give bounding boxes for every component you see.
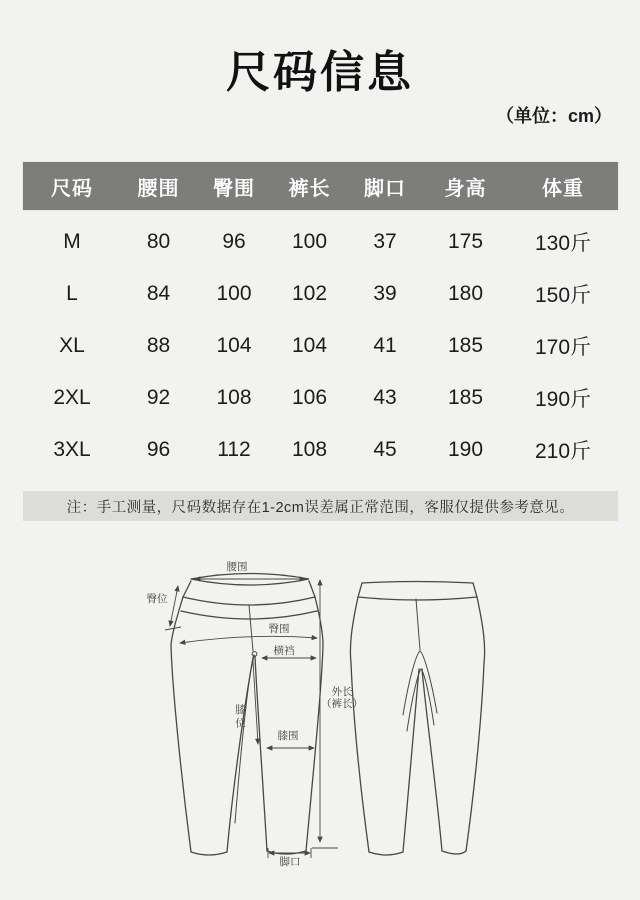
cell-waist: 88 xyxy=(146,334,171,357)
cell-legopening: 39 xyxy=(373,282,397,305)
label-outer-length xyxy=(318,686,366,710)
pants-measurement-diagram xyxy=(0,555,640,900)
cell-length: 100 xyxy=(291,230,328,253)
cell-waist: 80 xyxy=(146,230,171,253)
cell-height: 185 xyxy=(447,334,484,357)
label-crotch-width: 横裆 xyxy=(273,645,295,657)
cell-waist: 92 xyxy=(146,386,171,409)
pants-diagram-drawing xyxy=(0,555,640,900)
cell-legopening: 45 xyxy=(373,438,397,461)
page-title: 尺码信息 xyxy=(226,48,414,97)
unit-label: （单位：cm） xyxy=(495,106,612,126)
cell-weight: 210斤 xyxy=(534,440,592,463)
cell-hip: 104 xyxy=(216,334,252,357)
col-header-weight: 体重 xyxy=(542,177,584,200)
size-table-body xyxy=(23,216,618,476)
cell-weight: 190斤 xyxy=(534,388,592,411)
col-header-length: 裤长 xyxy=(288,177,331,200)
cell-size: XL xyxy=(59,334,85,357)
cell-weight: 170斤 xyxy=(534,336,592,359)
col-header-height: 身高 xyxy=(444,177,487,200)
label-leg-opening: 脚口 xyxy=(279,856,301,868)
table-row xyxy=(23,424,618,476)
cell-size: L xyxy=(66,282,78,305)
measurement-note: 注：手工测量，尺码数据存在1-2cm误差属正常范围，客服仅提供参考意见。 xyxy=(66,499,575,516)
col-header-hip: 臀围 xyxy=(213,177,255,200)
cell-size: M xyxy=(63,230,81,253)
cell-size: 2XL xyxy=(53,386,91,409)
table-row xyxy=(23,372,618,424)
cell-hip: 100 xyxy=(216,282,252,305)
label-outer-length-line2: （裤长） xyxy=(321,698,363,710)
cell-height: 175 xyxy=(447,230,484,253)
label-knee: 膝围 xyxy=(277,730,299,742)
measurement-note-bar xyxy=(23,491,618,521)
cell-legopening: 41 xyxy=(373,334,397,357)
label-knee-position: 膝位 xyxy=(234,703,246,731)
label-hip-position: 臀位 xyxy=(146,593,168,605)
table-row xyxy=(23,320,618,372)
cell-height: 185 xyxy=(447,386,484,409)
cell-height: 180 xyxy=(447,282,484,305)
label-outer-length-line1: 外长 xyxy=(331,686,353,698)
label-hip: 臀围 xyxy=(268,623,290,635)
cell-length: 102 xyxy=(291,282,328,305)
table-row xyxy=(23,268,618,320)
label-waist: 腰围 xyxy=(226,561,248,573)
cell-hip: 112 xyxy=(217,438,251,461)
cell-length: 104 xyxy=(291,334,328,357)
cell-waist: 96 xyxy=(146,438,171,461)
cell-height: 190 xyxy=(447,438,484,461)
cell-length: 108 xyxy=(291,438,328,461)
cell-legopening: 43 xyxy=(373,386,397,409)
cell-hip: 108 xyxy=(216,386,252,409)
cell-length: 106 xyxy=(291,386,328,409)
cell-legopening: 37 xyxy=(373,230,397,253)
cell-hip: 96 xyxy=(222,230,246,253)
table-row xyxy=(23,216,618,268)
cell-weight: 150斤 xyxy=(534,284,592,307)
col-header-legopening: 脚口 xyxy=(364,177,406,200)
cell-weight: 130斤 xyxy=(534,232,592,255)
col-header-waist: 腰围 xyxy=(137,177,180,200)
size-table xyxy=(23,162,618,476)
size-table-header xyxy=(23,162,618,210)
col-header-size: 尺码 xyxy=(51,177,93,200)
cell-size: 3XL xyxy=(53,438,91,461)
cell-waist: 84 xyxy=(146,282,171,305)
